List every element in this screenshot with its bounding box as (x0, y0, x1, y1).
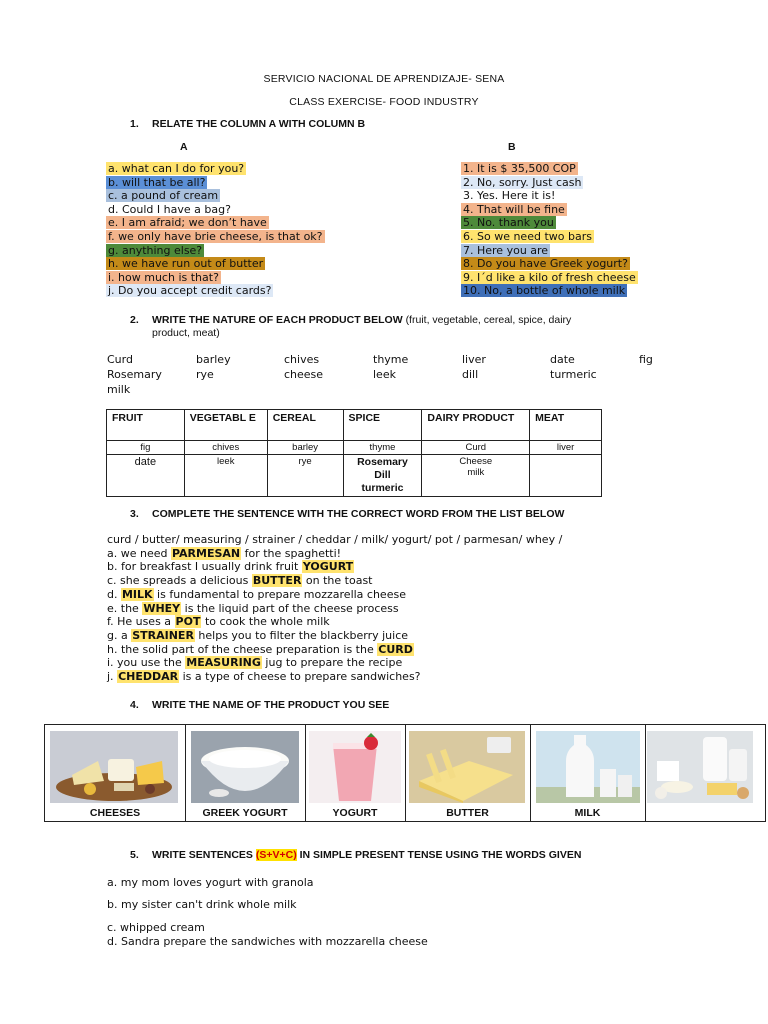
product-cell-cheeses (45, 725, 186, 821)
product-cell-greek-yogurt (185, 725, 306, 821)
greek-yogurt-image (191, 731, 299, 803)
column-a-item (106, 230, 325, 244)
column-b-item-text: 8. Do you have Greek yogurt? (463, 257, 628, 271)
table-cell: chives (184, 441, 267, 455)
table-cell: rye (267, 455, 343, 497)
column-a-item-text: i. how much is that? (108, 270, 219, 284)
table-cell: fig (107, 441, 185, 455)
column-a-item (106, 257, 325, 271)
column-b-item (461, 176, 638, 190)
column-a-item-text: a. what can I do for you? (108, 162, 245, 175)
word-item: thyme (373, 353, 409, 366)
sentence-item (107, 670, 562, 684)
table-cell: date (107, 455, 185, 497)
dairy-products-image (647, 731, 753, 803)
word-item: milk (107, 383, 131, 396)
column-a-item (106, 176, 325, 190)
answer-highlight: CURD (378, 642, 413, 656)
column-a-item-text: h. we have run out of butter (108, 257, 264, 271)
sentence-item: b. my sister can't drink whole milk (107, 898, 297, 911)
column-b-item-text: 1. It is $ 35,500 COP (463, 162, 576, 175)
word-item: chives (284, 353, 320, 366)
column-b-item (461, 284, 638, 298)
sentence-text: is fundamental to prepare mozzarella cheese (153, 587, 406, 601)
column-a-item-text: c. a pound of cream (108, 189, 219, 203)
word-item: date (550, 353, 575, 366)
column-b-item (461, 189, 638, 203)
product-label: MILK (574, 807, 601, 819)
column-b-item (461, 244, 638, 258)
column-b-item-text: 6. So we need two bars (463, 229, 592, 243)
sentence-item: a. my mom loves yogurt with granola (107, 876, 314, 889)
sentence-item (107, 629, 562, 643)
table-cell: liver (530, 441, 602, 455)
column-a-item (106, 284, 325, 298)
table-cell (530, 455, 602, 497)
word-item: rye (196, 368, 214, 381)
institution-title: SERVICIO NACIONAL DE APRENDIZAJE- SENA (263, 73, 505, 85)
column-a-item-text: f. we only have brie cheese, is that ok? (108, 229, 323, 243)
sentence-item: c. whipped cream (107, 921, 205, 934)
column-a-header: A (180, 141, 188, 153)
table-cell: Curd (422, 441, 530, 455)
section5-heading: 5. WRITE SENTENCES (S+V+C) IN SIMPLE PRESENT TENSE USING THE WORDS GIVEN (130, 849, 582, 861)
word-list: curd / butter/ measuring / strainer / cheddar / milk/ yogurt/ pot / parmesan/ whey / (107, 533, 563, 546)
section1-heading: 1. RELATE THE COLUMN A WITH COLUMN B (130, 118, 366, 130)
table-header: FRUIT (107, 410, 185, 441)
exercise-title: CLASS EXERCISE- FOOD INDUSTRY (289, 96, 479, 108)
sentence-item (107, 574, 562, 588)
product-image-strip (44, 724, 766, 822)
column-a-item (106, 162, 325, 176)
column-b-item-text: 3. Yes. Here it is! (463, 189, 556, 203)
milk-image (536, 731, 640, 803)
word-item: turmeric (550, 368, 597, 381)
column-b-item-text: 4. That will be fine (463, 202, 565, 216)
sentence-text: i. you use the (107, 656, 186, 670)
nature-table (106, 409, 602, 497)
sentence-item (107, 656, 562, 670)
sentence-text: f. He uses a (107, 615, 175, 629)
column-a-item-text: e. I am afraid; we don’t have (108, 216, 267, 230)
word-item: Curd (107, 353, 133, 366)
product-cell-milk (530, 725, 646, 821)
product-cell-dairy (645, 725, 765, 821)
sentence-text: h. the solid part of the cheese preparation is the (107, 642, 378, 656)
answer-highlight: MEASURING (186, 656, 261, 670)
column-b-item (461, 271, 638, 285)
sentence-text: j. (107, 670, 118, 684)
cheese-board-image (50, 731, 178, 803)
word-item: barley (196, 353, 231, 366)
sentence-item: d. Sandra prepare the sandwiches with mozzarella cheese (107, 935, 428, 948)
answer-highlight: BUTTER (252, 574, 302, 588)
sentence-text: g. a (107, 628, 132, 642)
formula-highlight: (S+V+C) (255, 849, 297, 861)
column-b-item (461, 203, 638, 217)
table-cell-spice: Rosemary Dill turmeric (343, 455, 422, 497)
answer-highlight: WHEY (143, 601, 181, 615)
column-a-item (106, 216, 325, 230)
column-b-item-text: 7. Here you are (463, 243, 549, 257)
answer-highlight: STRAINER (132, 628, 194, 642)
product-label: BUTTER (446, 807, 489, 819)
sentence-text: to cook the whole milk (201, 615, 330, 629)
section2-heading: 2. WRITE THE NATURE OF EACH PRODUCT BELOW (fruit, vegetable, cereal, spice, dairy (130, 314, 572, 326)
sentence-item (107, 615, 562, 629)
sentence-text: e. the (107, 601, 143, 615)
section2-heading-line2: product, meat) (152, 327, 220, 339)
answer-highlight: YOGURT (302, 560, 354, 574)
table-row (107, 441, 602, 455)
table-header: SPICE (343, 410, 422, 441)
column-b-item-text: 2. No, sorry. Just cash (463, 175, 582, 189)
sentence-text: helps you to filter the blackberry juice (194, 628, 409, 642)
answer-highlight: CHEDDAR (118, 670, 179, 684)
column-b-header: B (508, 141, 516, 153)
sentence-text: c. she spreads a delicious (107, 574, 252, 588)
column-a-item (106, 189, 325, 203)
column-a-list (106, 162, 325, 298)
sentence-text: on the toast (302, 574, 373, 588)
yogurt-glass-image (309, 731, 401, 803)
sentence-text: b. for breakfast I usually drink fruit (107, 560, 302, 574)
table-cell: barley (267, 441, 343, 455)
answer-highlight: POT (175, 615, 201, 629)
product-cell-butter (405, 725, 531, 821)
sentence-item (107, 602, 562, 616)
sentence-item (107, 643, 562, 657)
column-a-item-text: g. anything else? (108, 243, 203, 257)
sentence-text: is the liquid part of the cheese process (181, 601, 399, 615)
column-a-item (106, 271, 325, 285)
column-b-item-text: 5. No. thank you (463, 216, 554, 230)
column-a-item-text: j. Do you accept credit cards? (108, 284, 272, 298)
column-a-item (106, 203, 325, 217)
product-label: GREEK YOGURT (202, 807, 288, 819)
sentence-text: is a type of cheese to prepare sandwiches? (179, 670, 421, 684)
table-cell: leek (184, 455, 267, 497)
product-label: CHEESES (89, 807, 141, 819)
column-a-item-text: b. will that be all? (108, 175, 206, 189)
column-a-item-text: d. Could I have a bag? (108, 202, 231, 216)
table-header: CEREAL (267, 410, 343, 441)
sentence-item (107, 547, 562, 561)
column-b-item (461, 162, 638, 176)
butter-image (409, 731, 525, 803)
sentence-text: jug to prepare the recipe (261, 656, 403, 670)
column-a-item (106, 244, 325, 258)
answer-highlight: PARMESAN (171, 546, 241, 560)
column-b-item-text: 10. No, a bottle of whole milk (463, 284, 626, 298)
table-cell-dairy: Cheese milk (422, 455, 530, 497)
answer-highlight: MILK (121, 587, 153, 601)
table-header: DAIRY PRODUCT (422, 410, 530, 441)
word-item: cheese (284, 368, 324, 381)
table-row (107, 455, 602, 497)
word-item: fig (639, 353, 653, 366)
sentence-item (107, 560, 562, 574)
section3-heading: 3. COMPLETE THE SENTENCE WITH THE CORRECT WORD FROM THE LIST BELOW (130, 508, 565, 520)
section3-body (107, 533, 562, 684)
word-item: Rosemary (107, 368, 162, 381)
sentence-list (107, 547, 562, 684)
column-b-item (461, 257, 638, 271)
column-b-item-text: 9. I´d like a kilo of fresh cheese (463, 270, 636, 284)
sentence-item (107, 588, 562, 602)
table-header-row (107, 410, 602, 441)
word-item: dill (462, 368, 479, 381)
column-b-item (461, 230, 638, 244)
column-b-list (461, 162, 638, 298)
table-header: MEAT (530, 410, 602, 441)
word-item: liver (462, 353, 486, 366)
table-cell: thyme (343, 441, 422, 455)
sentence-text: for the spaghetti! (241, 546, 342, 560)
column-b-item (461, 216, 638, 230)
word-item: leek (373, 368, 396, 381)
sentence-text: a. we need (107, 546, 171, 560)
sentence-text: d. (107, 587, 121, 601)
product-label: YOGURT (332, 807, 378, 819)
table-header: VEGETABL E (184, 410, 267, 441)
section4-heading: 4. WRITE THE NAME OF THE PRODUCT YOU SEE (130, 699, 390, 711)
product-cell-yogurt (305, 725, 406, 821)
